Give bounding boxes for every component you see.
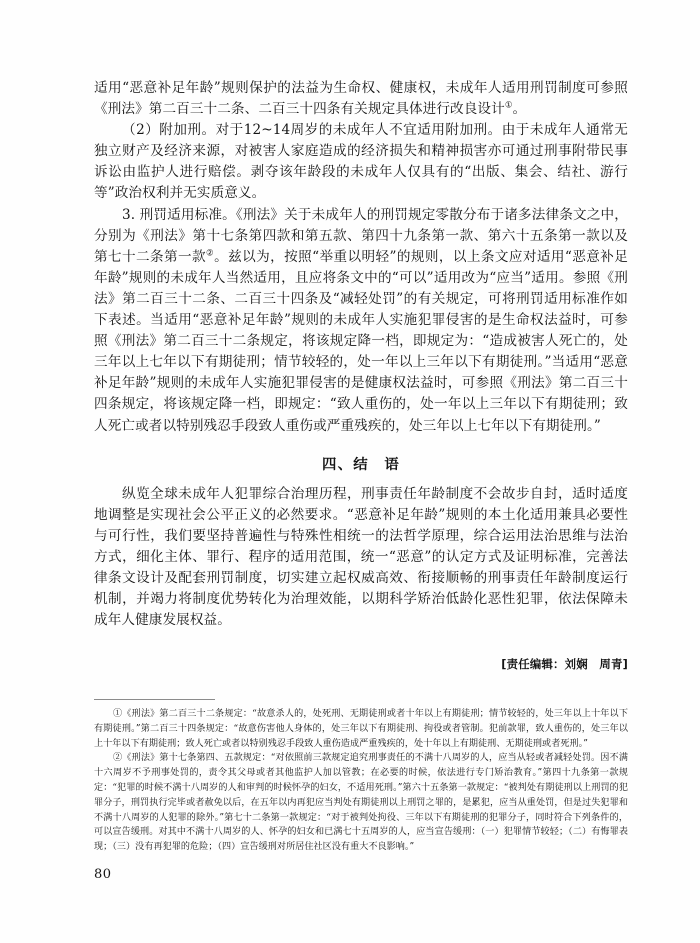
footnote-marker: ②	[113, 753, 123, 764]
footnote-text: 《刑法》第十七条第四、五款规定：“对依照前三款规定追究刑事责任的不满十八周岁的人，应当从轻或者减轻处罚。因不满十六周岁不予刑事处罚的，责令其父母或者其他监护人加以管教；在必要的时候，依法进行专门矫治教育。”第四十九条第一款规定：“犯罪的时候不满十八周岁的人和审判的时候怀孕的妇女，不适用死刑。”第六十五条第一款规定：“被判处有期徒刑以上刑罚的犯罪分子，刑罚执行完毕或者赦免以后，在五年以内再犯应当判处有期徒刑以上刑罚之罪的，是累犯，应当从重处罚，但是过失犯罪和不满十八周岁的人犯罪的除外。”第七十二条第一款规定：“对于被判处拘役、三年以下有期徒刑的犯罪分子，同时符合下列条件的，可以宣告缓刑。对其中不满十八周岁的人、怀孕的妇女和已满七十五周岁的人，应当宣告缓刑：（一）犯罪情节较轻；（二）有悔罪表现；（三）没有再犯罪的危险；（四）宣告缓刑对所居住社区没有重大不良影响。”	[94, 753, 628, 853]
paragraph-text: 3. 刑罚适用标准。《刑法》关于未成年人的刑罚规定零散分布于诸多法律条文之中，分别为《刑法》第十七条第四款和第五款、第四十九条第一款、第六十五条第一款以及第七十二条第一款	[94, 206, 628, 265]
paragraph-text-tail: 。兹以为，按照“举重以明轻”的规则，以上条文应对适用“恶意补足年龄”规则的未成年人当然适用，且应将条文中的“可以”适用改为“应当”适用。参照《刑法》第二百三十二条、二百三十四条及“减轻处罚”的有关规定，可将刑罚适用标准作如下表述。当适用“恶意补足年龄”规则的未成年人实施犯罪侵害的是生命权法益时，可参照《刑法》第二百三十二条规定，将该规定降一档，即规定为：“造成被害人死亡的，处三年以上七年以下有期徒刑；情节较轻的，处一年以上三年以下有期徒刑。”当适用“恶意补足年龄”规则的未成年人实施犯罪侵害的是健康权法益时，可参照《刑法》第二百三十四条规定，将该规定降一档，即规定：“致人重伤的，处一年以上三年以下有期徒刑；致人死亡或者以特别残忍手段致人重伤或严重残疾的，处三年以上七年以下有期徒刑。”	[94, 248, 628, 434]
footnote-block	[94, 699, 628, 855]
footnote-item	[94, 707, 628, 751]
section-heading-conclusion: 四、结 语	[322, 456, 400, 473]
paragraph-punishment-protect	[94, 78, 628, 120]
footnote-ref-1[interactable]: ①	[504, 100, 513, 111]
paragraph-text: 适用“恶意补足年龄”规则保护的法益为生命权、健康权，未成年人适用刑罚制度可参照《刑法》第二百三十二条、二百三十四条有关规定具体进行改良设计	[94, 80, 628, 118]
footnote-separator-rule	[94, 699, 215, 700]
footnote-item	[94, 751, 628, 855]
responsible-editor-credit: [责任编辑：刘娴 周青]	[501, 657, 628, 672]
paragraph-supplementary-punishment	[94, 120, 628, 204]
paragraph-conclusion	[94, 484, 628, 632]
paragraph-application-standard	[94, 205, 628, 437]
footnote-text: 《刑法》第二百三十二条规定：“故意杀人的，处死刑、无期徒刑或者十年以上有期徒刑；情节较轻的，处三年以上十年以下有期徒刑。”第二百三十四条规定：“故意伤害他人身体的，处三年以下有期徒刑、拘役或者管制。犯前款罪，致人重伤的，处三年以上十年以下有期徒刑；致人死亡或者以特别残忍手段致人重伤造成严重残疾的，处十年以上有期徒刑、无期徒刑或者死刑。”	[94, 709, 628, 749]
main-text-column	[94, 78, 628, 673]
paragraph-text: （2）附加刑。对于12~14周岁的未成年人不宜适用附加刑。由于未成年人通常无独立财产及经济来源，对被害人家庭造成的经济损失和精神损害亦可通过刑事附带民事诉讼由监护人进行赔偿。剥夺该年龄段的未成年人仅具有的“出版、集会、结社、游行等”政治权利并无实质意义。	[94, 122, 628, 202]
paragraph-text-tail: 。	[512, 101, 527, 118]
footnote-marker: ①	[113, 709, 123, 719]
paragraph-text: 纵览全球未成年人犯罪综合治理历程，刑事责任年龄制度不会故步自封，适时适度地调整是实现社会公平正义的必然要求。“恶意补足年龄”规则的本土化适用兼具必要性与可行性，我们要坚持普遍性与特殊性相统一的法哲学原理，综合运用法治思维与法治方式，细化主体、罪行、程序的适用范围，统一“恶意”的认定方式及证明标准，完善法律条文设计及配套刑罚制度，切实建立起权威高效、衔接顺畅的刑事责任年龄制度运行机制，并竭力将制度优势转化为治理效能，以期科学矫治低龄化恶性犯罪，依法保障未成年人健康发展权益。	[94, 485, 628, 629]
footnote-ref-2[interactable]: ②	[206, 248, 215, 259]
page-number: 80	[94, 867, 112, 882]
